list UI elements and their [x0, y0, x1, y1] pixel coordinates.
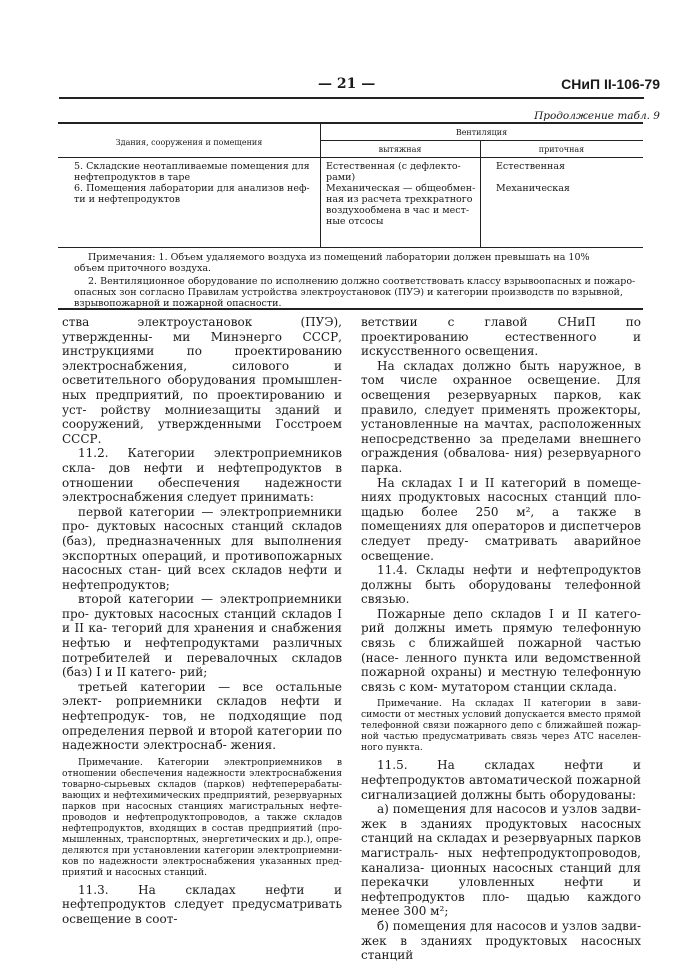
paragraph: [62, 680, 342, 753]
text-line: жек в зданиях продуктовых насосных станций: [361, 816, 641, 846]
text-line: следует предусматривать освещение в соот-: [62, 897, 342, 926]
table-header-rule: [58, 157, 643, 158]
text-line: следует принимать:: [187, 490, 314, 505]
text-line: сматривать аварийное освещение.: [361, 533, 641, 563]
text-line: проектированию электроснабжения, силового: [62, 344, 342, 373]
text-line: ной частью предусматривать связь через АТС населен-: [361, 731, 641, 743]
text-line: связью.: [361, 592, 410, 607]
text-line: деляются при установлении категории электроприемни-: [62, 844, 342, 856]
text-line: рий;: [179, 665, 208, 680]
text-line: ми Минэнерго СССР, инструкциями по: [62, 329, 342, 359]
paragraph: [361, 758, 641, 802]
text-line: дуктовых насосных станций складов I и II ка-: [62, 606, 342, 636]
text-line: на складах и резервуарных парков магистраль-: [361, 831, 641, 860]
right-text-column: [361, 315, 641, 963]
text-line: ций всех складов нефти и нефтепродуктов;: [62, 563, 342, 592]
text-line: вающих и нефтехимических предприятий, резервуарных: [62, 789, 342, 801]
text-line: симости от местных условий допускается вместо прямой: [361, 709, 641, 721]
table-col-divider-1: [320, 124, 321, 247]
text-line: товарно-сырьевых складов (парков) нефтеперерабаты-: [62, 778, 342, 790]
text-line: ниях продуктовых насосных станций пло-: [361, 490, 641, 505]
text-line: для операторов и диспетчеров следует преду-: [361, 519, 641, 548]
paragraph: [62, 883, 342, 927]
text-line: рий должны иметь прямую телефонную: [361, 621, 641, 636]
text-line: пределами внешнего ограждения (обвалова-: [361, 431, 641, 461]
text-line: применять прожекторы, установленные на: [361, 402, 641, 432]
paragraph: [361, 563, 641, 607]
text-line: должны быть оборудованы:: [461, 787, 637, 802]
text-line: Пожарные депо складов I и II катего-: [377, 606, 641, 621]
text-line: связь с ближайшей пожарной частью (насе-: [361, 636, 641, 665]
text-line: автоматической пожарной сигнализацией: [361, 773, 641, 802]
text-line: На складах I и II категорий в помеще-: [377, 475, 641, 490]
text-line: должны быть оборудованы телефонной: [361, 577, 641, 592]
table-row-6-building: 6. Помещения лаборатории для анализов неф- ти и нефтепродуктов: [74, 183, 310, 205]
text-line: операций, и противопожарных насосных стан-: [62, 548, 342, 578]
paragraph: [62, 505, 342, 593]
left-text-column: [62, 315, 342, 927]
text-line: мачтах, расположенных непосредственно за: [361, 417, 641, 446]
table-continuation-label: Продолжение табл. 9: [534, 110, 660, 122]
text-line: мутатором станции склада.: [441, 679, 617, 694]
text-line: ния) резервуарного парка.: [361, 446, 641, 475]
paragraph: [361, 607, 641, 695]
paragraph: [62, 446, 342, 504]
ventilation-table: [58, 122, 643, 310]
page-number: — 21 —: [318, 76, 376, 92]
text-line: мышленных, транспортных, энергетических и др.), опре-: [62, 833, 342, 845]
paragraph: [62, 592, 342, 680]
table-notes-rule: [58, 247, 643, 248]
text-line: ройству молниезащиты зданий и сооружений,: [62, 402, 342, 432]
text-line: ных нефтепродуктопроводов, канализа-: [361, 846, 641, 875]
text-line: б) помещения для насосов и узлов задви-: [377, 918, 641, 933]
text-line: утвержденными Госстроем СССР.: [62, 417, 342, 446]
table-subheader-rule: [320, 140, 643, 141]
text-line: числе охранное освещение. Для освещения: [361, 373, 641, 402]
text-line: ленного пункта или ведомственной пожарной: [361, 650, 641, 680]
text-line: нефтепродуктов, входящих в состав предприятий (про-: [62, 822, 342, 834]
text-line: отношении обеспечения надежности электроснабжения: [62, 767, 342, 779]
table-row-6-exhaust: Механическая — общеобмен- ная из расчета трехкратного воздухообмена в час и мест- ные отсосы: [326, 183, 476, 227]
text-line: уловленных нефти и нефтепродуктов пло-: [361, 875, 641, 904]
text-line: резервуарных парков, как правило, следует: [361, 387, 641, 417]
table-note-2: 2. Вентиляционное оборудование по исполнению должно соответствовать классу взрывоопасных и пожаро- опасных зон согласно Правилам устройства электроустановок (ПУЭ) и категории производств по взрывной, взрывопожарной и пожарной опасности.: [74, 276, 636, 309]
text-line: третьей категории — все остальные элект-: [62, 679, 342, 709]
text-line: 11.3. На складах нефти и нефтепродуктов: [62, 882, 342, 912]
text-line: естественного и искусственного освещения.: [361, 329, 641, 359]
text-line: дов нефти и нефтепродуктов в отношении: [62, 460, 342, 490]
text-line: Примечание. Категории электроприемников в: [78, 756, 342, 768]
paragraph: [361, 476, 641, 564]
page-header: [0, 76, 700, 96]
text-line: Примечание. На складах II категории в зави-: [377, 698, 641, 710]
text-line: жек в зданиях продуктовых насосных станций: [361, 933, 641, 963]
text-line: ных предприятий, по проектированию и уст-: [62, 387, 342, 417]
document-code: СНиП II-106-79: [561, 76, 660, 92]
text-line: 11.4. Склады нефти и нефтепродуктов: [377, 563, 641, 578]
text-line: проводов и нефтепродуктопроводов, а также складов: [62, 811, 342, 823]
text-line: ного пункта.: [361, 742, 423, 754]
text-line: ветствии с главой СНиП по проектированию: [361, 315, 641, 344]
text-line: первой категории — электроприемники про-: [62, 504, 342, 534]
text-line: телефонной связи пожарного депо с ближайшей пожар-: [361, 720, 641, 732]
text-line: 11.5. На складах нефти и нефтепродуктов: [361, 758, 641, 788]
text-line: и осветительного оборудования промышлен-: [62, 358, 342, 388]
text-line: 11.2. Категории электроприемников скла-: [62, 446, 342, 475]
header-ventilation: Вентиляция: [455, 128, 508, 137]
paragraph: [62, 757, 342, 878]
table-row-5-exhaust: Естественная (с дефлекто- рами): [326, 161, 461, 183]
text-line: охраны) и местную телефонную связь с ком-: [361, 665, 641, 694]
paragraph: [361, 698, 641, 753]
text-line: ства электроустановок (ПУЭ), утвержденны-: [62, 315, 342, 344]
text-line: предназначенных для выполнения экспортных: [62, 533, 342, 563]
text-line: жения.: [230, 738, 277, 753]
table-col-divider-2: [480, 140, 481, 247]
header-building: Здания, сооружения и помещения: [115, 138, 263, 147]
table-row-6-supply: Механическая: [496, 183, 570, 194]
text-line: второй категории — электроприемники про-: [62, 592, 342, 621]
text-line: второй категории по надежности электроснаб-: [62, 723, 342, 753]
text-line: а) помещения для насосов и узлов задви-: [377, 802, 641, 817]
text-line: На складах должно быть наружное, в том: [361, 358, 641, 388]
text-line: ционных насосных станций для перекачки: [361, 860, 641, 890]
paragraph: [361, 919, 641, 963]
text-line: щадью более 250 м², а также в помещениях: [361, 504, 641, 534]
text-line: приятий и насосных станций.: [62, 866, 208, 878]
paragraph: [361, 359, 641, 476]
paragraph: [361, 315, 641, 359]
paragraph: [361, 802, 641, 919]
text-line: тов, не подходящие под определения первой и: [62, 709, 342, 738]
text-line: перевалочных складов (баз) I и II катего-: [62, 650, 342, 680]
text-line: дуктовых насосных станций складов (баз),: [62, 519, 342, 548]
text-line: обеспечения надежности электроснабжения: [62, 475, 342, 505]
text-line: щадью каждого менее 300 м²;: [361, 889, 641, 919]
header-exhaust: вытяжная: [378, 145, 422, 154]
table-row-5-supply: Естественная: [496, 161, 566, 172]
text-line: нефтепродуктами различных потребителей и: [62, 636, 342, 665]
table-row-5-building: 5. Складские неотапливаемые помещения для нефтепродуктов в таре: [74, 161, 310, 183]
table-note-1: Примечания: 1. Объем удаляемого воздуха из помещений лаборатории должен превышать на 10% объем приточного воздуха.: [74, 252, 590, 274]
header-supply: приточная: [538, 145, 585, 154]
text-line: тегорий для хранения и снабжения нефтью и: [62, 621, 342, 651]
text-line: ков по надежности электроснабжения указанных пред-: [62, 855, 342, 867]
text-line: парков при насосных станциях магистральных нефте-: [62, 800, 342, 812]
header-rule: [59, 97, 644, 99]
paragraph: [62, 315, 342, 446]
text-line: роприемники складов нефти и нефтепродук-: [62, 694, 342, 724]
